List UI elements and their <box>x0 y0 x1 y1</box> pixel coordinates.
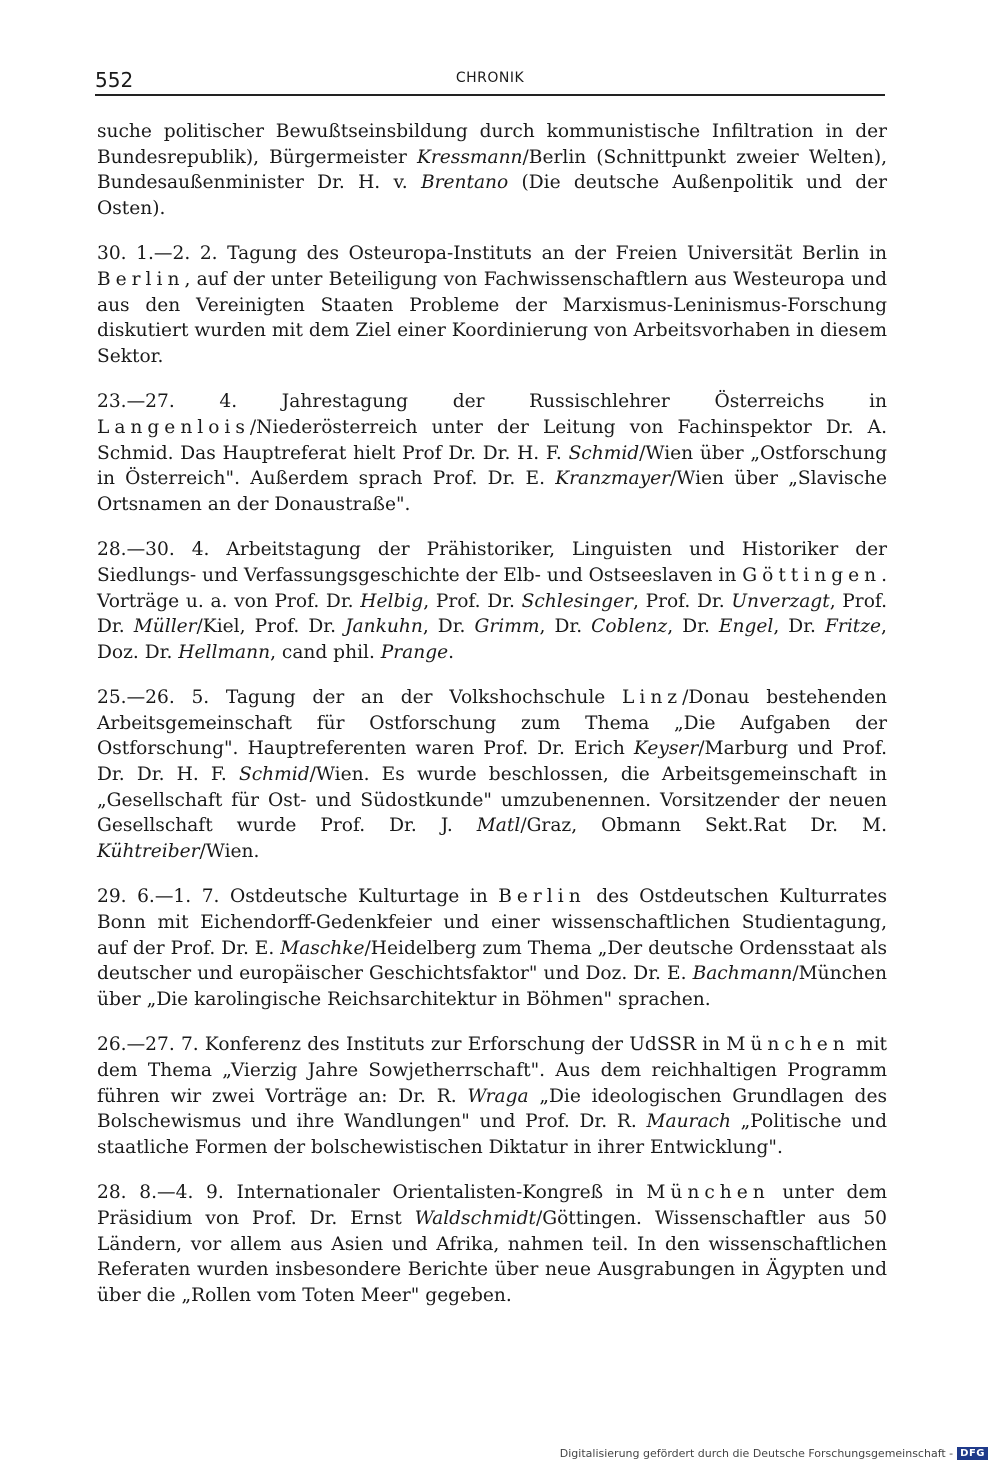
italic-name: Wraga <box>467 1085 529 1107</box>
spaced-place-name: Linz <box>622 687 683 709</box>
italic-name: Kühtreiber <box>97 840 200 862</box>
text-segment: 26.—27. 7. Konferenz des Instituts zur Erforschung der UdSSR in <box>97 1034 727 1056</box>
italic-name: Müller <box>133 616 197 638</box>
spaced-place-name: Göttingen <box>742 564 882 586</box>
body-text <box>97 119 887 1328</box>
text-segment: „Die ideologischen Grundlagen des Bolschewismus und ihre Wandlungen" und Prof. Dr. R. <box>97 1085 887 1133</box>
paragraph <box>97 241 887 369</box>
paragraph <box>97 1180 887 1308</box>
text-segment: /Berlin (Schnittpunkt zweier Welten), Bundesaußenminister Dr. H. v. <box>97 146 887 194</box>
page-header <box>95 68 885 96</box>
text-segment: unter dem Präsidium von Prof. Dr. Ernst <box>97 1182 887 1229</box>
italic-name: Waldschmidt <box>414 1207 536 1229</box>
text-segment: „Politische und staatliche Formen der bolschewistischen Diktatur in ihrer Entwicklung". <box>97 1111 887 1158</box>
paragraph <box>97 685 887 864</box>
paragraph <box>97 884 887 1012</box>
text-segment: , cand phil. <box>270 641 381 663</box>
italic-name: Prange <box>380 641 449 663</box>
text-segment: 28.—30. 4. Arbeitstagung der Prähistoriker, Linguisten und Historiker der Siedlungs- und Verfassungsgeschichte der Elb- und Ostseeslaven in <box>97 539 887 586</box>
spaced-place-name: Berlin <box>498 886 586 908</box>
text-segment: 28. 8.—4. 9. Internationaler Orientalisten-Kongreß in <box>97 1182 647 1204</box>
italic-name: Matl <box>476 815 521 837</box>
paragraph <box>97 1032 887 1160</box>
italic-name: Bachmann <box>692 963 793 985</box>
running-head: CHRONIK <box>455 70 525 86</box>
paragraph <box>97 389 887 517</box>
text-segment: /Niederösterreich unter der Leitung von Fachinspektor Dr. A. Schmid. Das Hauptreferat hielt Prof Dr. Dr. H. F. <box>97 416 887 464</box>
italic-name: Schlesinger <box>521 590 633 612</box>
text-segment: des Ostdeutschen Kulturrates Bonn mit Eichendorff-Gedenkfeier und einer wissenschaftlichen Studientagung, auf der Prof. Dr. E. <box>97 886 887 959</box>
spaced-place-name: München <box>646 1182 770 1204</box>
italic-name: Unverzagt <box>731 590 830 612</box>
page-number: 552 <box>95 68 134 92</box>
spaced-place-name: Langenlois <box>97 416 250 438</box>
italic-name: Schmid <box>568 442 640 464</box>
text-segment: /Donau bestehenden Arbeitsgemeinschaft für Ostforschung zum Thema „Die Aufgaben der Ostforschung". Hauptreferenten waren Prof. Dr. Erich <box>97 687 887 760</box>
text-segment: suche politischer Bewußtseinsbildung durch kommunistische Infiltration in der Bundesrepublik), Bürgermeister <box>97 121 887 168</box>
italic-name: Brentano <box>420 172 509 194</box>
italic-name: Maurach <box>646 1111 731 1133</box>
digitization-footer <box>560 1447 988 1460</box>
text-segment: , Prof. Dr. <box>632 590 732 612</box>
text-segment: , Dr. <box>773 616 826 638</box>
text-segment: , Dr. <box>539 616 592 638</box>
text-segment: /Marburg und Prof. Dr. Dr. H. F. <box>97 738 888 786</box>
paragraph <box>97 119 887 221</box>
text-segment: /München über „Die karolingische Reichsarchitektur in Böhmen" sprachen. <box>97 963 887 1010</box>
italic-name: Grimm <box>474 616 540 638</box>
italic-name: Helbig <box>360 590 424 612</box>
text-segment: . <box>448 641 455 663</box>
text-segment: , auf der unter Beteiligung von Fachwissenschaftlern aus Westeuropa und aus den Vereinigten Staaten Probleme der Marxismus-Leninismus-Forschung diskutiert wurden mit dem Ziel einer Koordinierung von Arbeitsvorhaben in diesem Sektor. <box>97 268 887 367</box>
dfg-logo: DFG <box>957 1447 988 1460</box>
text-segment: , Dr. <box>667 616 719 638</box>
text-segment: mit dem Thema „Vierzig Jahre Sowjetherrschaft". Aus dem reichhaltigen Programm führen wir zwei Vorträge an: Dr. R. <box>97 1034 887 1107</box>
italic-name: Keyser <box>633 738 699 760</box>
text-segment: /Göttingen. Wissenschaftler aus 50 Ländern, vor allem aus Asien und Afrika, nahmen teil. In den wissenschaftlichen Referaten wurden insbesondere Berichte über neue Ausgrabungen in Ägypten und über die „Rollen vom Toten Meer" gegeben. <box>97 1207 887 1306</box>
footer-text: Digitalisierung gefördert durch die Deutsche Forschungsgemeinschaft - <box>559 1447 954 1460</box>
text-segment: 25.—26. 5. Tagung der an der Volkshochschule <box>97 687 623 709</box>
text-segment: /Wien über „Slavische Ortsnamen an der Donaustraße". <box>97 468 887 515</box>
text-segment: 29. 6.—1. 7. Ostdeutsche Kulturtage in <box>97 886 499 908</box>
italic-name: Kressmann <box>417 146 523 168</box>
italic-name: Schmid <box>239 764 310 786</box>
italic-name: Kranzmayer <box>555 468 671 490</box>
text-segment: 30. 1.—2. 2. Tagung des Osteuropa-Instituts an der Freien Universität Berlin in <box>97 243 887 265</box>
spaced-place-name: Berlin <box>97 268 185 290</box>
italic-name: Engel <box>718 616 774 638</box>
text-segment: . Vorträge u. a. von Prof. Dr. <box>97 564 887 612</box>
text-segment: , Dr. <box>422 616 475 638</box>
italic-name: Hellmann <box>178 641 271 663</box>
italic-name: Fritze <box>825 616 882 638</box>
spaced-place-name: München <box>726 1034 850 1056</box>
paragraph <box>97 537 887 665</box>
italic-name: Jankuhn <box>345 616 423 638</box>
italic-name: Coblenz <box>591 616 668 638</box>
text-segment: /Graz, Obmann Sekt.Rat Dr. M. <box>520 815 887 837</box>
italic-name: Maschke <box>280 937 365 959</box>
text-segment: /Wien über „Ostforschung in Österreich". Außerdem sprach Prof. Dr. E. <box>97 442 887 490</box>
text-segment: (Die deutsche Außenpolitik und der Osten). <box>97 172 887 219</box>
text-segment: , Doz. Dr. <box>97 616 887 663</box>
text-segment: /Heidelberg zum Thema „Der deutsche Ordensstaat als deutscher und europäischer Geschichtsfaktor" und Doz. Dr. E. <box>97 937 887 985</box>
text-segment: , Prof. Dr. <box>423 590 522 612</box>
text-segment: /Kiel, Prof. Dr. <box>196 616 346 638</box>
text-segment: , Prof. Dr. <box>97 590 888 638</box>
text-segment: 23.—27. 4. Jahrestagung der Russischlehrer Österreichs in <box>97 391 887 413</box>
text-segment: /Wien. Es wurde beschlossen, die Arbeitsgemeinschaft in „Gesellschaft für Ost- und Südostkunde" umzubenennen. Vorsitzender der neuen Gesellschaft wurde Prof. Dr. J. <box>97 764 888 837</box>
text-segment: /Wien. <box>199 840 260 862</box>
